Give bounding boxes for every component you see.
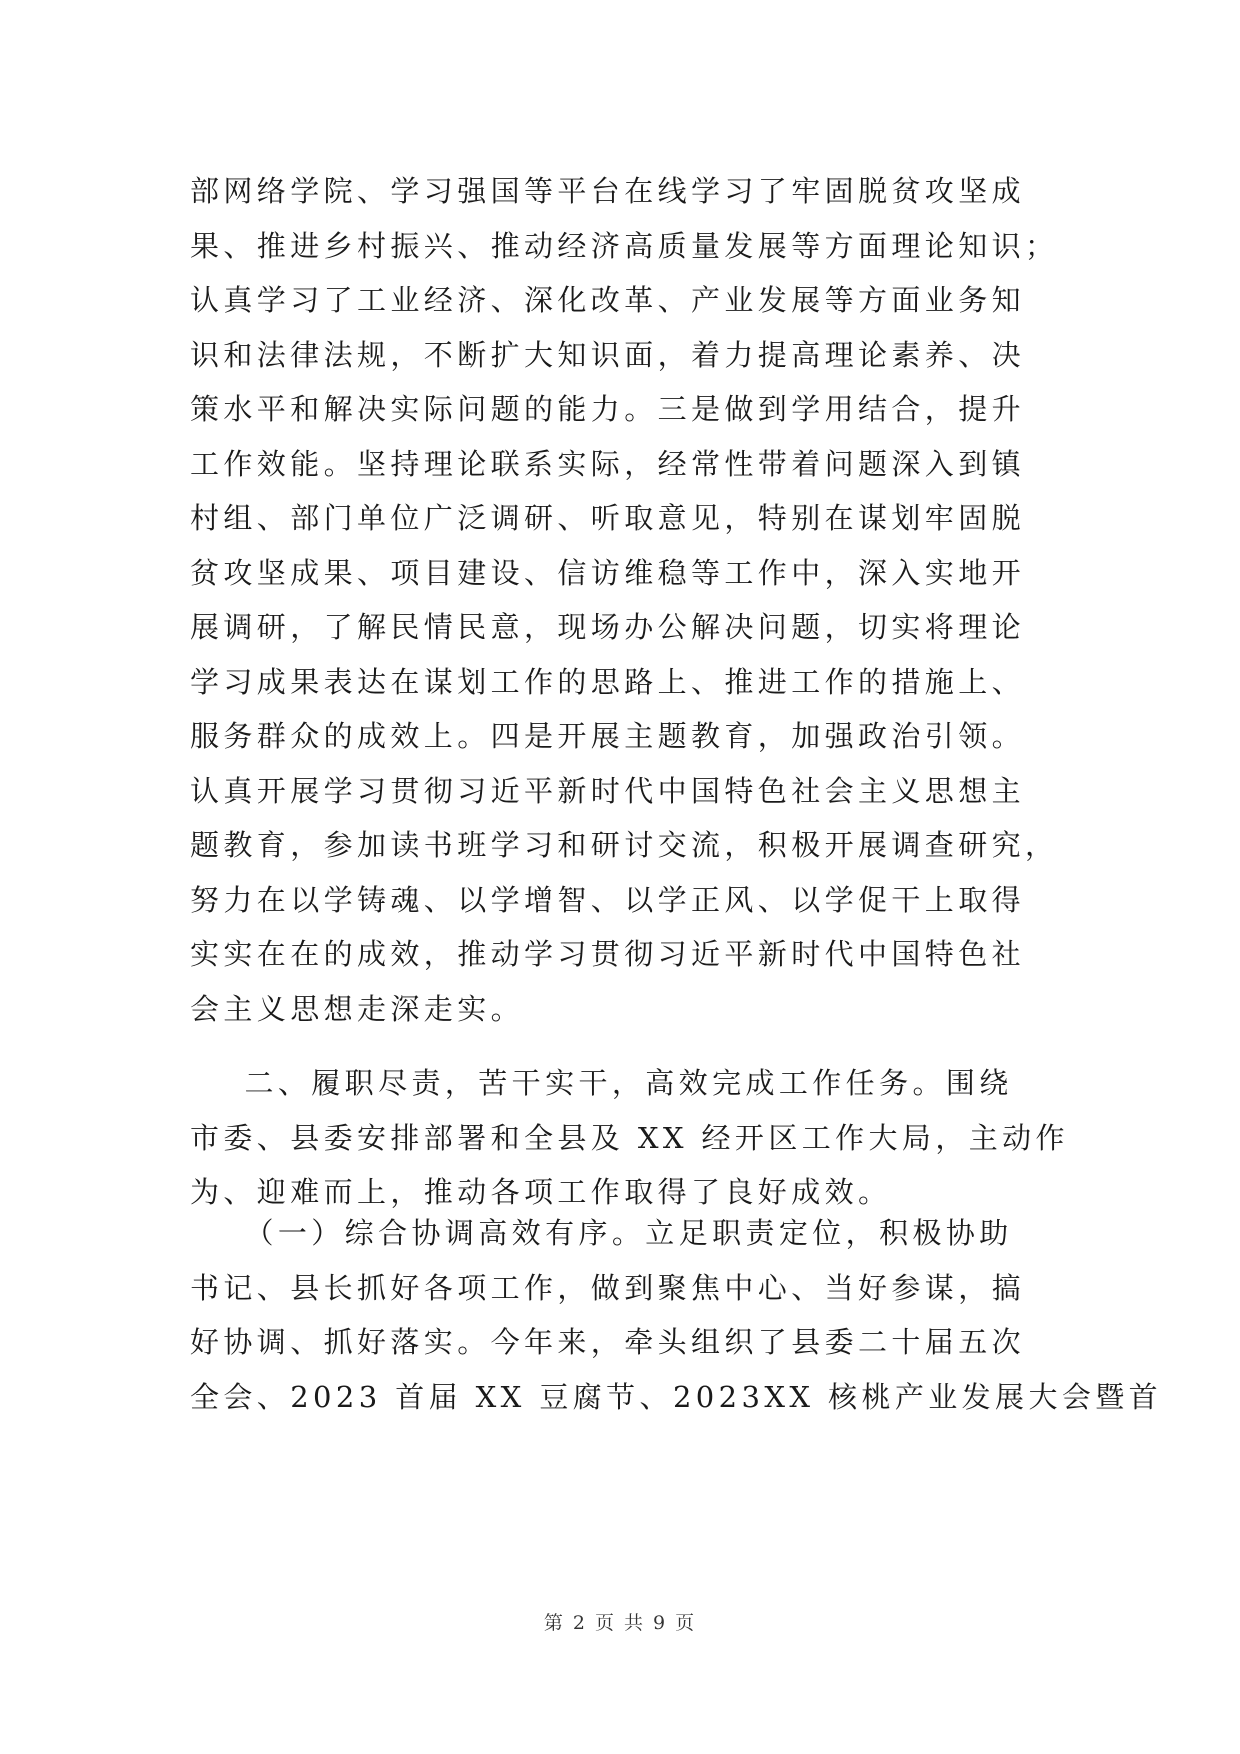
page-number-footer: 第 2 页 共 9 页	[543, 1612, 697, 1634]
text-line: 识和法律法规，不断扩大知识面，着力提高理论素养、决	[190, 337, 1026, 372]
text-line: 学习成果表达在谋划工作的思路上、推进工作的措施上、	[190, 664, 1026, 699]
text-line: 为、迎难而上，推动各项工作取得了良好成效。	[190, 1175, 892, 1209]
text-line: 认真学习了工业经济、深化改革、产业发展等方面业务知	[190, 283, 1026, 317]
text-line: 工作效能。坚持理论联系实际，经常性带着问题深入到镇	[190, 446, 1026, 481]
text-line: 题教育，参加读书班学习和研讨交流，积极开展调查研究，	[190, 828, 1059, 862]
text-line: 二、履职尽责，苦干实干，高效完成工作任务。围绕	[190, 1066, 1013, 1100]
paragraph-1	[190, 164, 1059, 1036]
text-line: 会主义思想走深走实。	[190, 991, 525, 1026]
text-line: 努力在以学铸魂、以学增智、以学正风、以学促干上取得	[190, 882, 1026, 917]
text-line: 村组、部门单位广泛调研、听取意见，特别在谋划牢固脱	[190, 501, 1026, 535]
text-line: （一）综合协调高效有序。立足职责定位，积极协助	[190, 1216, 1013, 1250]
text-line: 认真开展学习贯彻习近平新时代中国特色社会主义思想主	[190, 773, 1026, 808]
text-line: 服务群众的成效上。四是开展主题教育，加强政治引领。	[190, 719, 1026, 753]
text-line: 市委、县委安排部署和全县及 XX 经开区工作大局，主动作	[190, 1120, 1069, 1155]
text-line: 果、推进乡村振兴、推动经济高质量发展等方面理论知识；	[190, 228, 1059, 263]
text-line: 书记、县长抓好各项工作，做到聚焦中心、当好参谋，搞	[190, 1270, 1026, 1305]
text-line: 贫攻坚成果、项目建设、信访维稳等工作中，深入实地开	[190, 555, 1026, 590]
text-line: 部网络学院、学习强国等平台在线学习了牢固脱贫攻坚成	[190, 174, 1026, 208]
paragraph-3	[190, 1206, 1163, 1424]
text-line: 全会、2023 首届 XX 豆腐节、2023XX 核桃产业发展大会暨首	[190, 1379, 1163, 1414]
text-line: 好协调、抓好落实。今年来，牵头组织了县委二十届五次	[190, 1325, 1026, 1359]
text-line: 策水平和解决实际问题的能力。三是做到学用结合，提升	[190, 392, 1026, 426]
paragraph-2	[190, 1056, 1069, 1220]
text-line: 展调研，了解民情民意，现场办公解决问题，切实将理论	[190, 610, 1026, 644]
text-line: 实实在在的成效，推动学习贯彻习近平新时代中国特色社	[190, 937, 1026, 971]
